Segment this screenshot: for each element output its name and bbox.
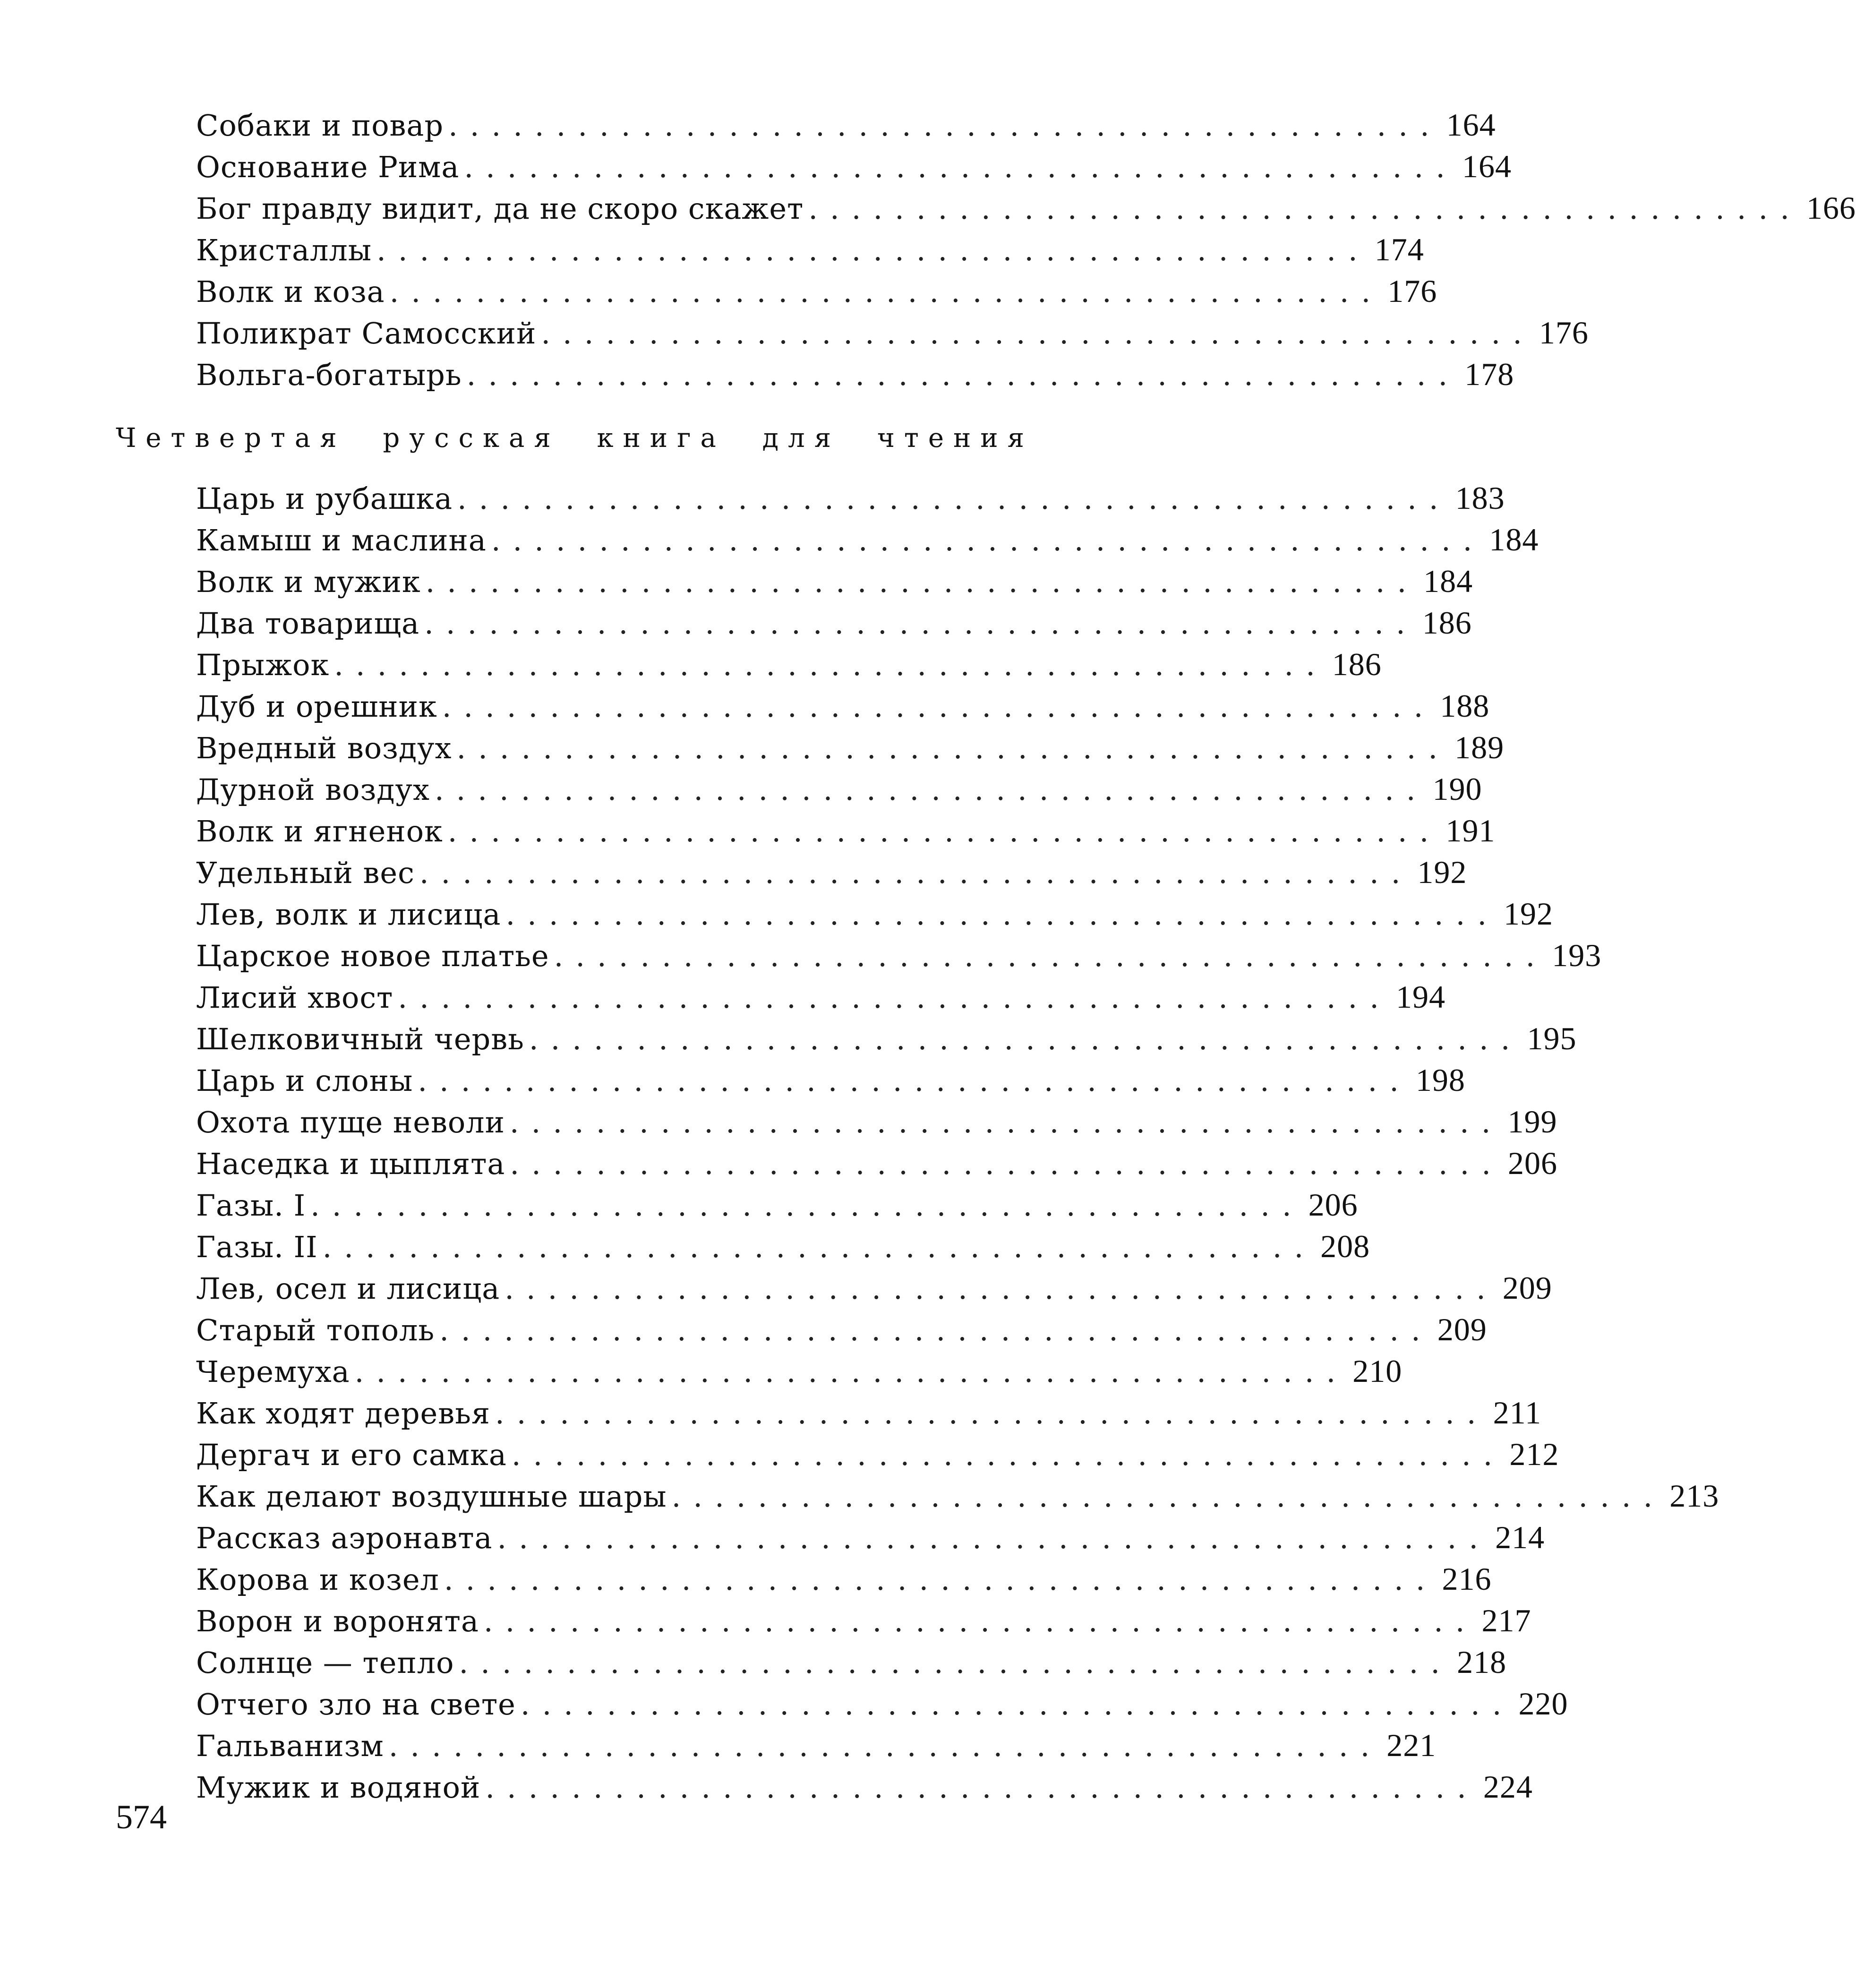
toc-entry-title: Рассказ аэронавта: [196, 1521, 493, 1555]
toc-entry: [196, 1142, 1557, 1184]
toc-entry-page: 186: [1332, 646, 1382, 682]
toc-entry-title: Основание Рима: [196, 150, 460, 184]
toc-entry-title: Волк и ягненок: [196, 814, 443, 848]
toc-entry: [196, 1724, 1437, 1766]
toc-entry: [196, 1018, 1577, 1059]
toc-entry-title: Царь и слоны: [196, 1063, 413, 1098]
toc-entry-title: Гальванизм: [196, 1729, 384, 1763]
toc-entry-page: 192: [1504, 896, 1554, 932]
toc-entry-title: Газы. II: [196, 1230, 318, 1264]
toc-entry-page: 206: [1507, 1145, 1557, 1181]
toc-entry: [196, 229, 1424, 270]
toc-leader-dots: ..............................................: [444, 1562, 1437, 1597]
toc-entry-page: 209: [1437, 1311, 1487, 1347]
page-number: 574: [116, 1798, 167, 1836]
toc-entry-page: 190: [1432, 771, 1482, 807]
toc-entry: [196, 270, 1437, 312]
toc-leader-dots: ..............................................: [376, 233, 1370, 267]
toc-entry-page: 178: [1464, 356, 1514, 392]
toc-entry-title: Два товарища: [196, 606, 420, 641]
toc-entry-page: 206: [1308, 1187, 1358, 1223]
toc-entry: [196, 519, 1539, 560]
toc-entry: [196, 1225, 1370, 1267]
toc-entry: [196, 560, 1473, 602]
toc-entry: [196, 1433, 1559, 1475]
toc-entry: [196, 1475, 1719, 1517]
toc-leader-dots: ..............................................: [483, 1604, 1477, 1638]
toc-leader-dots: ..............................................: [497, 1521, 1491, 1555]
toc-entry-title: Лев, осел и лисица: [196, 1271, 500, 1306]
toc-leader-dots: ..............................................: [310, 1188, 1304, 1223]
toc-entry: [196, 1184, 1358, 1225]
toc-entry: [196, 893, 1554, 934]
toc-leader-dots: ..............................................: [466, 358, 1460, 392]
toc-leader-dots: ..............................................: [529, 1022, 1522, 1056]
toc-leader-dots: ..............................................: [808, 191, 1802, 226]
toc-entry: [196, 851, 1467, 893]
toc-entry-page: 195: [1527, 1020, 1577, 1056]
toc-entry-page: 191: [1445, 813, 1496, 848]
toc-entry: [196, 1517, 1545, 1558]
toc-entry: [196, 1101, 1557, 1142]
toc-entry: [196, 934, 1602, 976]
toc-leader-dots: ..............................................: [505, 897, 1499, 932]
toc-entry-title: Как делают воздушные шары: [196, 1479, 667, 1514]
toc-entry: [196, 1267, 1552, 1309]
toc-entry: [196, 1350, 1403, 1392]
toc-entry: [196, 1766, 1533, 1808]
toc-entry: [196, 768, 1482, 810]
toc-entry: [196, 727, 1505, 768]
toc-entry-title: Кристаллы: [196, 233, 372, 267]
toc-entry-title: Вольга-богатырь: [196, 358, 462, 392]
toc-entry-page: 193: [1552, 937, 1602, 973]
toc-entry-title: Камыш и маслина: [196, 523, 487, 557]
toc-entry-title: Старый тополь: [196, 1313, 435, 1347]
toc-entry: [196, 312, 1589, 353]
toc-entry-page: 218: [1457, 1644, 1507, 1680]
toc-entry: [196, 1059, 1465, 1101]
toc-entry-title: Шелковичный червь: [196, 1022, 524, 1056]
toc-leader-dots: ..............................................: [509, 1105, 1503, 1140]
toc-entry-page: 188: [1440, 688, 1490, 724]
toc-leader-dots: ..............................................: [485, 1770, 1479, 1805]
toc-leader-dots: ..............................................: [510, 1147, 1503, 1181]
toc-entry-title: Солнце — тепло: [196, 1645, 454, 1680]
toc-leader-dots: ..............................................: [354, 1354, 1348, 1389]
toc-entry-title: Волк и коза: [196, 274, 385, 309]
toc-entry-page: 198: [1415, 1062, 1465, 1098]
toc-entry-page: 224: [1483, 1769, 1533, 1805]
toc-leader-dots: ..............................................: [334, 648, 1327, 682]
toc-leader-dots: ..............................................: [439, 1313, 1433, 1347]
toc-leader-dots: ..............................................: [424, 606, 1418, 641]
toc-entry-title: Ворон и воронята: [196, 1604, 479, 1638]
toc-entry: [196, 1309, 1487, 1350]
toc-entry: [196, 146, 1512, 187]
toc-entry-title: Прыжок: [196, 648, 330, 682]
toc-entry-title: Царь и рубашка: [196, 481, 453, 516]
toc-leader-dots: ..............................................: [418, 1063, 1411, 1098]
toc-entry-page: 176: [1387, 273, 1437, 309]
toc-entry-title: Отчего зло на свете: [196, 1687, 516, 1722]
toc-leader-dots: ..............................................: [520, 1687, 1514, 1722]
toc-leader-dots: ..............................................: [322, 1230, 1316, 1264]
toc-entry-title: Мужик и водяной: [196, 1770, 481, 1805]
toc-entry-title: Дуб и орешник: [196, 689, 437, 724]
toc-entry-title: Корова и козел: [196, 1562, 439, 1597]
toc-entry-title: Лев, волк и лисица: [196, 897, 501, 932]
toc-entry: [196, 976, 1445, 1018]
toc-entry: [196, 353, 1514, 395]
toc-entry: [196, 1558, 1492, 1600]
toc-entry: [196, 1683, 1568, 1724]
toc-entry-page: 211: [1493, 1395, 1542, 1431]
toc-entry-page: 217: [1481, 1602, 1531, 1638]
toc-entry-title: Удельный вес: [196, 856, 415, 890]
toc-entry-page: 208: [1320, 1228, 1370, 1264]
toc-leader-dots: ..............................................: [434, 772, 1428, 807]
toc-entry-page: 174: [1374, 231, 1424, 267]
toc-entry-page: 184: [1489, 522, 1539, 557]
section-heading: Четвертая русская книга для чтения: [116, 423, 1034, 454]
toc-leader-dots: ..............................................: [459, 1645, 1453, 1680]
toc-entry-page: 192: [1417, 854, 1467, 890]
toc-leader-dots: ..............................................: [456, 731, 1450, 765]
toc-entry-page: 189: [1454, 729, 1505, 765]
toc-entry-page: 184: [1423, 563, 1473, 599]
toc-entry-page: 210: [1352, 1353, 1403, 1389]
toc-entry-title: Как ходят деревья: [196, 1396, 491, 1431]
toc-leader-dots: ..............................................: [388, 1729, 1382, 1763]
toc-leader-dots: ..............................................: [554, 939, 1548, 973]
toc-leader-dots: ..............................................: [425, 565, 1419, 599]
toc-leader-dots: ..............................................: [464, 150, 1457, 184]
toc-entry: [196, 1392, 1542, 1433]
toc-entry-title: Дергач и его самка: [196, 1438, 507, 1472]
toc-entry-page: 164: [1446, 107, 1496, 143]
toc-entry-title: Черемуха: [196, 1354, 350, 1389]
toc-entry: [196, 1641, 1507, 1683]
toc-leader-dots: ..............................................: [448, 108, 1442, 143]
toc-leader-dots: ..............................................: [495, 1396, 1488, 1431]
toc-entry-title: Поликрат Самосский: [196, 316, 537, 351]
toc-entry-page: 221: [1386, 1727, 1437, 1763]
toc-entry-title: Наседка и цыплята: [196, 1147, 505, 1181]
toc-leader-dots: ..............................................: [442, 689, 1436, 724]
toc-entry-title: Собаки и повар: [196, 108, 444, 143]
toc-entry-title: Газы. I: [196, 1188, 306, 1223]
toc-leader-dots: ..............................................: [398, 980, 1391, 1015]
toc-entry: [196, 187, 1856, 229]
toc-entry-title: Дурной воздух: [196, 772, 430, 807]
toc-entry-page: 166: [1806, 190, 1856, 226]
toc-entry-page: 186: [1422, 605, 1472, 641]
toc-entry-page: 214: [1495, 1519, 1545, 1555]
toc-entry-title: Бог правду видит, да не скоро скажет: [196, 191, 804, 226]
toc-entry: [196, 685, 1490, 727]
toc-entry: [196, 1600, 1531, 1641]
toc-entry-page: 176: [1539, 315, 1589, 351]
toc-leader-dots: ..............................................: [389, 274, 1383, 309]
toc-leader-dots: ..............................................: [419, 856, 1413, 890]
toc-entry: [196, 477, 1505, 519]
toc-entry-page: 213: [1669, 1478, 1719, 1514]
toc-entry-title: Охота пуще неволи: [196, 1105, 505, 1140]
toc-entry: [196, 643, 1382, 685]
toc-entry-page: 194: [1395, 979, 1445, 1015]
toc-entry-page: 183: [1455, 480, 1505, 516]
toc-leader-dots: ..............................................: [491, 523, 1485, 557]
toc-entry-title: Царское новое платье: [196, 939, 549, 973]
toc-leader-dots: ..............................................: [541, 316, 1534, 351]
toc-leader-dots: ..............................................: [511, 1438, 1505, 1472]
toc-entry: [196, 810, 1496, 851]
toc-entry: [196, 104, 1496, 146]
toc-entry-title: Лисий хвост: [196, 980, 393, 1015]
toc-entry-page: 212: [1509, 1436, 1559, 1472]
toc-entry-title: Вредный воздух: [196, 731, 452, 765]
toc-leader-dots: ..............................................: [447, 814, 1441, 848]
toc-entry-title: Волк и мужик: [196, 565, 421, 599]
toc-entry-page: 164: [1462, 148, 1512, 184]
toc-entry: [196, 602, 1472, 643]
toc-entry-page: 199: [1507, 1104, 1557, 1140]
toc-leader-dots: ..............................................: [457, 481, 1451, 516]
toc-entry-page: 209: [1502, 1270, 1552, 1306]
toc-leader-dots: ..............................................: [671, 1479, 1665, 1514]
toc-leader-dots: ..............................................: [505, 1271, 1498, 1306]
toc-entry-page: 220: [1518, 1686, 1568, 1722]
toc-entry-page: 216: [1442, 1561, 1492, 1597]
